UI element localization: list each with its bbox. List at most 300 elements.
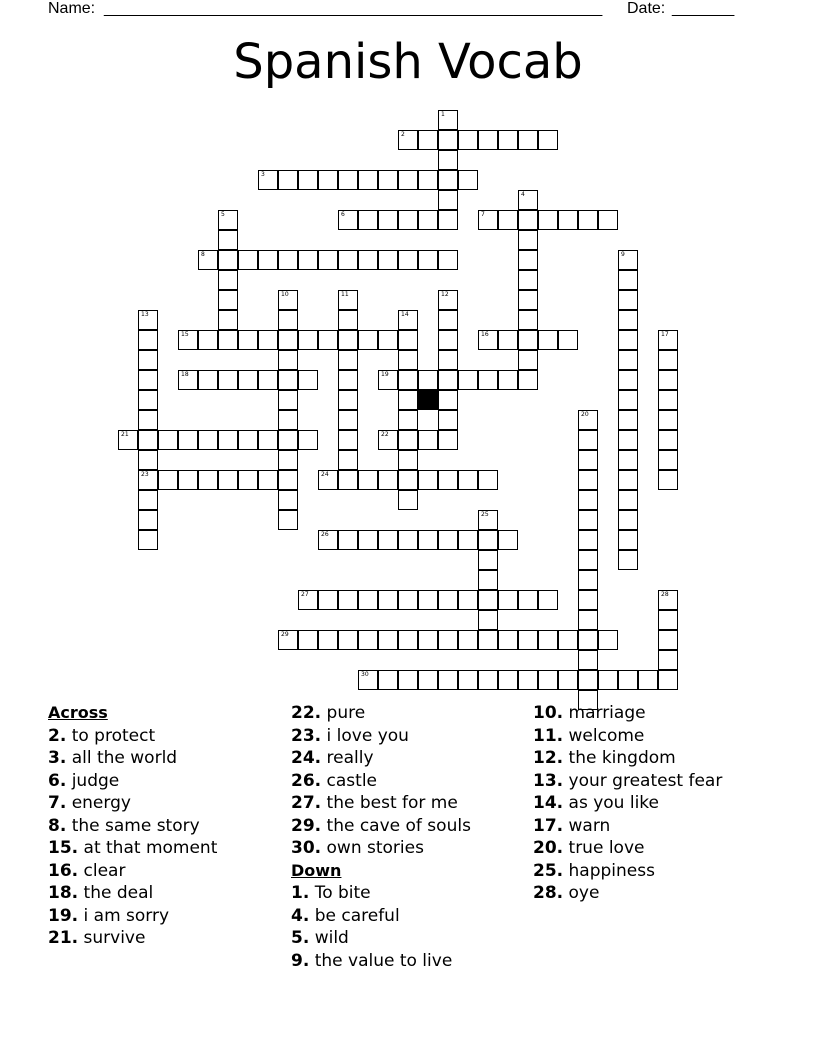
grid-cell[interactable]	[258, 430, 278, 450]
grid-cell[interactable]	[398, 470, 418, 490]
grid-cell[interactable]	[418, 590, 438, 610]
clue-item	[48, 725, 288, 748]
grid-cell[interactable]	[358, 630, 378, 650]
grid-cell[interactable]	[298, 370, 318, 390]
grid-cell[interactable]	[338, 330, 358, 350]
grid-cell[interactable]	[198, 250, 218, 270]
grid-cell[interactable]	[418, 430, 438, 450]
grid-cell[interactable]	[338, 170, 358, 190]
clue-item	[291, 950, 531, 973]
grid-cell[interactable]	[418, 250, 438, 270]
grid-cell[interactable]	[618, 290, 638, 310]
grid-cell[interactable]	[658, 390, 678, 410]
grid-cell[interactable]	[618, 370, 638, 390]
grid-cell[interactable]	[618, 470, 638, 490]
grid-cell[interactable]	[438, 470, 458, 490]
name-field[interactable]: ________________________________________________________	[104, 0, 603, 17]
grid-cell[interactable]	[298, 430, 318, 450]
grid-cell[interactable]	[298, 330, 318, 350]
grid-cell[interactable]	[478, 630, 498, 650]
grid-cell[interactable]	[518, 630, 538, 650]
grid-cell[interactable]	[458, 670, 478, 690]
grid-cell[interactable]	[218, 290, 238, 310]
grid-cell[interactable]	[658, 670, 678, 690]
grid-cell[interactable]	[338, 310, 358, 330]
grid-cell[interactable]	[478, 550, 498, 570]
grid-cell[interactable]	[658, 410, 678, 430]
grid-cell[interactable]	[378, 250, 398, 270]
grid-cell[interactable]	[178, 470, 198, 490]
grid-cell[interactable]	[498, 630, 518, 650]
grid-cell[interactable]	[218, 310, 238, 330]
grid-cell[interactable]	[538, 670, 558, 690]
grid-cell[interactable]	[438, 370, 458, 390]
grid-cell[interactable]	[558, 210, 578, 230]
grid-cell[interactable]	[218, 370, 238, 390]
grid-cell[interactable]	[398, 410, 418, 430]
grid-cell[interactable]	[398, 630, 418, 650]
grid-cell[interactable]	[438, 530, 458, 550]
grid-cell[interactable]	[578, 410, 598, 430]
grid-cell[interactable]	[398, 530, 418, 550]
grid-cell[interactable]	[198, 370, 218, 390]
grid-cell[interactable]	[138, 490, 158, 510]
across-clue-list	[48, 725, 288, 950]
grid-cell[interactable]	[558, 630, 578, 650]
grid-cell[interactable]	[618, 670, 638, 690]
grid-cell[interactable]	[318, 470, 338, 490]
grid-cell[interactable]	[438, 590, 458, 610]
grid-cell[interactable]	[518, 310, 538, 330]
grid-cell[interactable]	[578, 430, 598, 450]
grid-cell[interactable]	[278, 490, 298, 510]
grid-cell[interactable]	[218, 430, 238, 450]
grid-cell[interactable]	[398, 310, 418, 330]
grid-cell[interactable]	[278, 430, 298, 450]
clue-item	[291, 770, 531, 793]
grid-cell[interactable]	[338, 450, 358, 470]
grid-cell[interactable]	[318, 170, 338, 190]
clue-text: welcome	[563, 725, 645, 746]
clue-number: 15.	[48, 838, 79, 858]
grid-cell[interactable]	[398, 430, 418, 450]
grid-cell[interactable]	[318, 250, 338, 270]
grid-cell[interactable]	[598, 670, 618, 690]
grid-cell[interactable]	[658, 630, 678, 650]
grid-cell[interactable]	[338, 590, 358, 610]
grid-cell[interactable]	[438, 430, 458, 450]
cell-number: 25	[481, 511, 489, 518]
grid-cell[interactable]	[478, 590, 498, 610]
grid-cell[interactable]	[318, 530, 338, 550]
grid-cell[interactable]	[298, 170, 318, 190]
grid-cell[interactable]	[338, 410, 358, 430]
grid-cell[interactable]	[578, 670, 598, 690]
grid-cell[interactable]	[398, 350, 418, 370]
grid-cell[interactable]	[478, 370, 498, 390]
grid-cell[interactable]	[338, 350, 358, 370]
grid-cell[interactable]	[538, 630, 558, 650]
grid-cell[interactable]	[478, 130, 498, 150]
grid-cell[interactable]	[498, 670, 518, 690]
grid-cell[interactable]	[438, 210, 458, 230]
grid-cell[interactable]	[178, 430, 198, 450]
grid-cell[interactable]	[458, 530, 478, 550]
grid-cell[interactable]	[518, 370, 538, 390]
grid-cell[interactable]	[458, 170, 478, 190]
grid-cell[interactable]	[358, 170, 378, 190]
grid-cell[interactable]	[178, 370, 198, 390]
grid-cell[interactable]	[278, 330, 298, 350]
clue-text: be careful	[309, 905, 400, 926]
grid-cell[interactable]	[218, 250, 238, 270]
grid-cell[interactable]	[618, 510, 638, 530]
grid-cell[interactable]	[578, 510, 598, 530]
grid-cell[interactable]	[398, 390, 418, 410]
grid-cell[interactable]	[578, 590, 598, 610]
grid-cell[interactable]	[598, 630, 618, 650]
grid-cell[interactable]	[518, 230, 538, 250]
grid-cell[interactable]	[578, 610, 598, 630]
grid-cell[interactable]	[498, 530, 518, 550]
grid-cell[interactable]	[538, 210, 558, 230]
clue-text: i am sorry	[78, 905, 170, 926]
grid-cell[interactable]	[658, 370, 678, 390]
clue-number: 5.	[291, 928, 310, 948]
grid-cell[interactable]	[498, 590, 518, 610]
grid-cell[interactable]	[618, 310, 638, 330]
grid-cell[interactable]	[358, 590, 378, 610]
grid-cell[interactable]	[418, 130, 438, 150]
grid-cell[interactable]	[338, 210, 358, 230]
grid-cell[interactable]	[478, 470, 498, 490]
grid-cell[interactable]	[458, 130, 478, 150]
clue-item	[533, 725, 773, 748]
grid-cell[interactable]	[518, 670, 538, 690]
grid-cell[interactable]	[378, 670, 398, 690]
grid-cell[interactable]	[298, 630, 318, 650]
grid-cell[interactable]	[378, 210, 398, 230]
grid-cell[interactable]	[298, 590, 318, 610]
grid-cell[interactable]	[318, 630, 338, 650]
grid-cell[interactable]	[218, 330, 238, 350]
name-label: Name:	[48, 0, 96, 17]
grid-cell[interactable]	[558, 670, 578, 690]
grid-cell[interactable]	[138, 370, 158, 390]
grid-cell[interactable]	[478, 330, 498, 350]
grid-cell[interactable]	[338, 290, 358, 310]
grid-cell[interactable]	[358, 470, 378, 490]
clue-item	[291, 792, 531, 815]
grid-cell[interactable]	[578, 470, 598, 490]
grid-cell[interactable]	[198, 470, 218, 490]
grid-cell[interactable]	[578, 490, 598, 510]
grid-cell[interactable]	[658, 350, 678, 370]
grid-cell[interactable]	[578, 210, 598, 230]
grid-cell[interactable]	[338, 390, 358, 410]
grid-cell[interactable]	[538, 590, 558, 610]
grid-cell[interactable]	[398, 330, 418, 350]
clue-text: the value to live	[309, 950, 453, 971]
grid-cell[interactable]	[278, 470, 298, 490]
clue-number: 26.	[291, 770, 322, 791]
grid-cell[interactable]	[518, 250, 538, 270]
grid-cell[interactable]	[398, 590, 418, 610]
grid-cell[interactable]	[618, 490, 638, 510]
date-field[interactable]: _______	[672, 0, 735, 17]
grid-cell[interactable]	[278, 510, 298, 530]
grid-cell[interactable]	[438, 330, 458, 350]
clue-item	[291, 702, 531, 725]
grid-cell[interactable]	[618, 250, 638, 270]
grid-cell[interactable]	[238, 370, 258, 390]
grid-cell[interactable]	[578, 530, 598, 550]
cell-number: 7	[481, 211, 485, 218]
grid-cell[interactable]	[398, 670, 418, 690]
grid-cell[interactable]	[438, 130, 458, 150]
grid-cell[interactable]	[658, 430, 678, 450]
grid-cell[interactable]	[438, 170, 458, 190]
grid-cell[interactable]	[378, 530, 398, 550]
grid-cell[interactable]	[278, 370, 298, 390]
grid-cell[interactable]	[438, 630, 458, 650]
cell-number: 2	[401, 131, 405, 138]
grid-cell[interactable]	[258, 250, 278, 270]
grid-cell[interactable]	[338, 370, 358, 390]
grid-cell[interactable]	[578, 450, 598, 470]
grid-cell[interactable]	[258, 470, 278, 490]
grid-cell[interactable]	[438, 410, 458, 430]
grid-cell[interactable]	[338, 470, 358, 490]
grid-cell[interactable]	[498, 330, 518, 350]
grid-cell[interactable]	[278, 630, 298, 650]
grid-cell[interactable]	[138, 410, 158, 430]
grid-cell[interactable]	[478, 530, 498, 550]
grid-cell[interactable]	[138, 430, 158, 450]
grid-cell[interactable]	[518, 590, 538, 610]
grid-cell[interactable]	[238, 250, 258, 270]
grid-cell[interactable]	[318, 330, 338, 350]
grid-cell[interactable]	[138, 310, 158, 330]
grid-cell[interactable]	[658, 650, 678, 670]
grid-cell[interactable]	[438, 290, 458, 310]
grid-cell[interactable]	[338, 250, 358, 270]
grid-cell[interactable]	[578, 550, 598, 570]
grid-cell[interactable]	[278, 250, 298, 270]
grid-cell[interactable]	[398, 130, 418, 150]
grid-cell[interactable]	[638, 670, 658, 690]
grid-cell[interactable]	[438, 670, 458, 690]
grid-cell[interactable]	[258, 370, 278, 390]
grid-cell[interactable]	[538, 330, 558, 350]
grid-cell[interactable]	[398, 170, 418, 190]
grid-cell[interactable]	[538, 130, 558, 150]
grid-cell[interactable]	[138, 470, 158, 490]
grid-cell[interactable]	[378, 630, 398, 650]
page-title: Spanish Vocab	[233, 34, 583, 90]
grid-cell[interactable]	[158, 430, 178, 450]
grid-cell[interactable]	[218, 210, 238, 230]
clue-text: happiness	[563, 860, 655, 881]
grid-cell[interactable]	[418, 530, 438, 550]
clue-text: the best for me	[321, 793, 458, 813]
grid-cell[interactable]	[618, 330, 638, 350]
grid-cell[interactable]	[398, 490, 418, 510]
grid-cell[interactable]	[558, 330, 578, 350]
grid-cell[interactable]	[238, 470, 258, 490]
grid-cell[interactable]	[138, 390, 158, 410]
grid-cell[interactable]	[278, 350, 298, 370]
grid-cell[interactable]	[498, 370, 518, 390]
grid-cell[interactable]	[458, 370, 478, 390]
grid-cell[interactable]	[498, 210, 518, 230]
clue-text: clear	[78, 860, 126, 881]
grid-cell[interactable]	[418, 670, 438, 690]
cell-number: 21	[121, 431, 129, 438]
grid-cell[interactable]	[218, 270, 238, 290]
grid-cell[interactable]	[278, 450, 298, 470]
cell-number: 17	[661, 331, 669, 338]
grid-cell[interactable]	[458, 470, 478, 490]
grid-cell[interactable]	[518, 330, 538, 350]
grid-cell[interactable]	[178, 330, 198, 350]
grid-cell[interactable]	[438, 250, 458, 270]
clue-number: 23.	[291, 725, 322, 746]
grid-cell[interactable]	[658, 610, 678, 630]
grid-cell[interactable]	[418, 470, 438, 490]
grid-cell[interactable]	[318, 590, 338, 610]
grid-cell[interactable]	[258, 330, 278, 350]
grid-cell[interactable]	[358, 530, 378, 550]
clue-text: the cave of souls	[321, 815, 471, 836]
grid-cell[interactable]	[238, 430, 258, 450]
grid-cell[interactable]	[578, 630, 598, 650]
grid-cell[interactable]	[278, 310, 298, 330]
grid-cell[interactable]	[358, 210, 378, 230]
grid-cell[interactable]	[518, 210, 538, 230]
grid-cell[interactable]	[278, 290, 298, 310]
grid-cell[interactable]	[658, 330, 678, 350]
grid-cell[interactable]	[118, 430, 138, 450]
grid-cell[interactable]	[618, 450, 638, 470]
grid-cell[interactable]	[278, 170, 298, 190]
grid-cell[interactable]	[418, 630, 438, 650]
across-heading: Across	[48, 703, 108, 722]
grid-cell[interactable]	[138, 350, 158, 370]
grid-cell[interactable]	[618, 410, 638, 430]
grid-cell[interactable]	[438, 350, 458, 370]
grid-cell[interactable]	[198, 430, 218, 450]
clue-item	[291, 725, 531, 748]
grid-cell[interactable]	[298, 250, 318, 270]
grid-cell[interactable]	[378, 170, 398, 190]
grid-cell[interactable]	[658, 450, 678, 470]
grid-cell[interactable]	[458, 590, 478, 610]
grid-cell[interactable]	[358, 250, 378, 270]
grid-cell[interactable]	[618, 550, 638, 570]
grid-cell[interactable]	[198, 330, 218, 350]
grid-cell[interactable]	[218, 470, 238, 490]
grid-cell[interactable]	[158, 470, 178, 490]
grid-cell[interactable]	[338, 630, 358, 650]
clue-number: 21.	[48, 928, 79, 948]
grid-cell[interactable]	[618, 390, 638, 410]
grid-cell[interactable]	[138, 450, 158, 470]
grid-cell[interactable]	[518, 270, 538, 290]
grid-cell[interactable]	[438, 150, 458, 170]
grid-cell[interactable]	[378, 470, 398, 490]
grid-cell[interactable]	[338, 530, 358, 550]
grid-cell[interactable]	[438, 110, 458, 130]
grid-cell[interactable]	[418, 210, 438, 230]
clue-item	[533, 815, 773, 838]
grid-cell[interactable]	[518, 350, 538, 370]
grid-cell[interactable]	[138, 330, 158, 350]
grid-cell[interactable]	[518, 130, 538, 150]
clue-number: 11.	[533, 725, 564, 746]
grid-cell[interactable]	[618, 430, 638, 450]
grid-cell[interactable]	[478, 570, 498, 590]
grid-cell[interactable]	[258, 170, 278, 190]
grid-cell[interactable]	[438, 390, 458, 410]
grid-cell[interactable]	[438, 310, 458, 330]
clue-item	[533, 837, 773, 860]
grid-cell[interactable]	[138, 530, 158, 550]
grid-cell[interactable]	[378, 330, 398, 350]
cell-number: 27	[301, 591, 309, 598]
grid-cell[interactable]	[138, 510, 158, 530]
grid-cell[interactable]	[478, 670, 498, 690]
grid-cell[interactable]	[578, 570, 598, 590]
clue-text: own stories	[321, 838, 424, 858]
grid-cell[interactable]	[658, 590, 678, 610]
grid-cell[interactable]	[618, 350, 638, 370]
grid-cell[interactable]	[518, 290, 538, 310]
grid-cell[interactable]	[578, 650, 598, 670]
grid-cell[interactable]	[438, 190, 458, 210]
grid-cell[interactable]	[378, 590, 398, 610]
grid-cell[interactable]	[358, 330, 378, 350]
cell-number: 23	[141, 471, 149, 478]
grid-cell[interactable]	[218, 230, 238, 250]
grid-cell[interactable]	[458, 630, 478, 650]
grid-cell[interactable]	[618, 270, 638, 290]
grid-cell[interactable]	[238, 330, 258, 350]
grid-cell[interactable]	[398, 250, 418, 270]
grid-cell[interactable]	[498, 130, 518, 150]
grid-cell[interactable]	[398, 450, 418, 470]
grid-cell[interactable]	[278, 410, 298, 430]
grid-cell[interactable]	[478, 510, 498, 530]
grid-cell[interactable]	[398, 210, 418, 230]
grid-cell[interactable]	[618, 530, 638, 550]
grid-cell[interactable]	[418, 370, 438, 390]
grid-cell[interactable]	[358, 670, 378, 690]
grid-cell[interactable]	[398, 370, 418, 390]
grid-cell[interactable]	[338, 430, 358, 450]
grid-cell[interactable]	[418, 170, 438, 190]
clues-column-2	[291, 702, 531, 972]
grid-cell[interactable]	[478, 610, 498, 630]
grid-cell[interactable]	[518, 190, 538, 210]
clue-text: at that moment	[78, 838, 218, 858]
grid-cell[interactable]	[658, 470, 678, 490]
grid-cell[interactable]	[378, 430, 398, 450]
grid-cell[interactable]	[278, 390, 298, 410]
grid-cell[interactable]	[378, 370, 398, 390]
grid-cell[interactable]	[478, 210, 498, 230]
grid-cell[interactable]	[598, 210, 618, 230]
